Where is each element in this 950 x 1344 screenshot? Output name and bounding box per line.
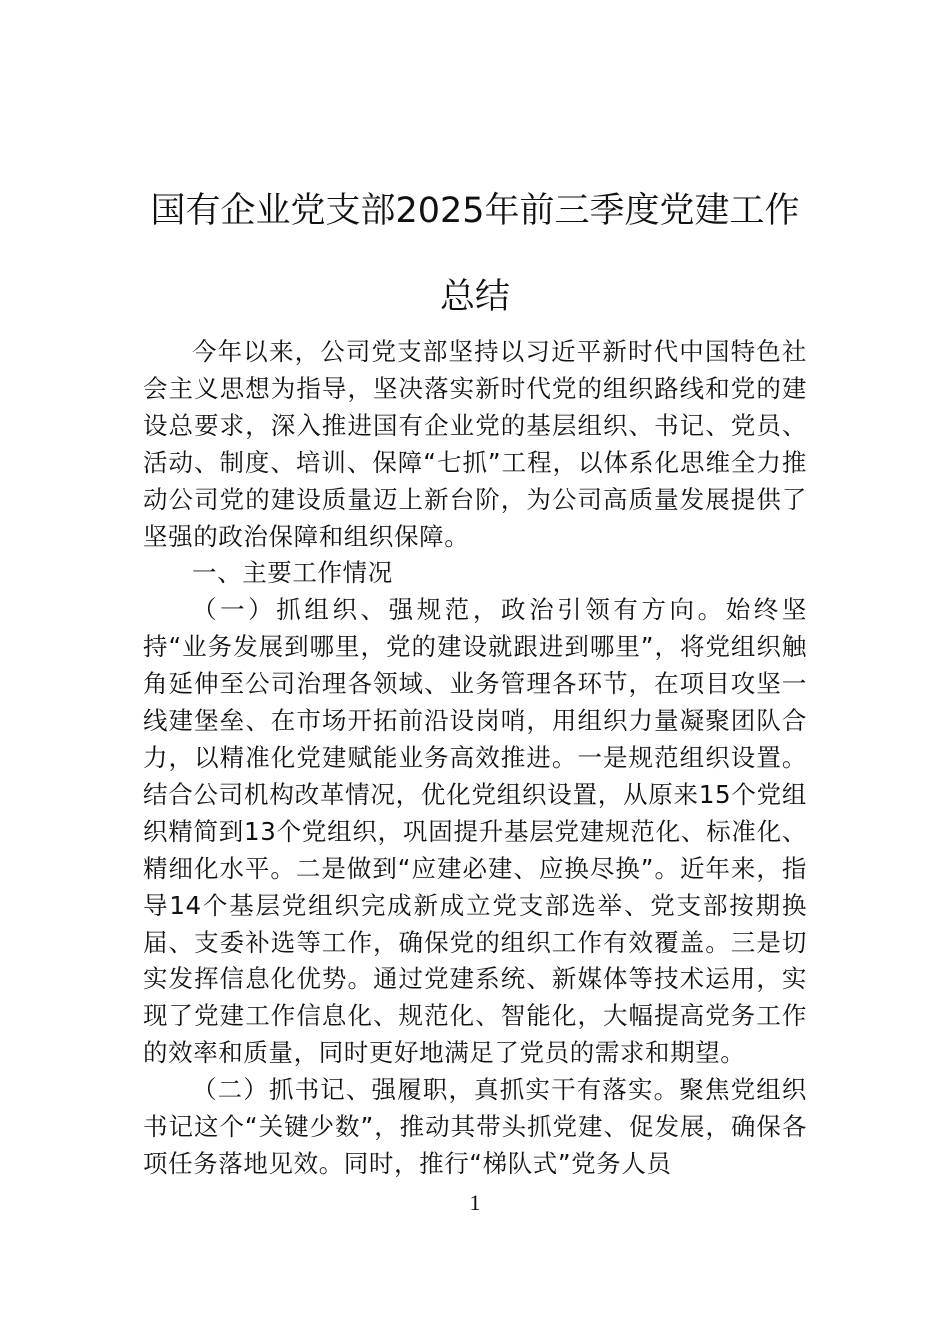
document-body bbox=[143, 334, 807, 1183]
section-1-paragraph: （一）抓组织、强规范，政治引领有方向。始终坚持“业务发展到哪里，党的建设就跟进到哪里”，将党组织触角延伸至公司治理各领域、业务管理各环节，在项目攻坚一线建堡垒、在市场开拓前沿设岗哨，用组织力量凝聚团队合力，以精准化党建赋能业务高效推进。一是规范组织设置。结合公司机构改革情况，优化党组织设置，从原来15个党组织精简到13个党组织，巩固提升基层党建规范化、标准化、精细化水平。二是做到“应建必建、应换尽换”。近年来，指导14个基层党组织完成新成立党支部选举、党支部按期换届、支委补选等工作，确保党的组织工作有效覆盖。三是切实发挥信息化优势。通过党建系统、新媒体等技术运用，实现了党建工作信息化、规范化、智能化，大幅提高党务工作的效率和质量，同时更好地满足了党员的需求和期望。 bbox=[143, 595, 807, 1068]
document-title: 国有企业党支部2025年前三季度党建工作总结 bbox=[150, 191, 800, 317]
section-heading: 一、主要工作情况 bbox=[192, 558, 393, 588]
intro-paragraph: 今年以来，公司党支部坚持以习近平新时代中国特色社会主义思想为指导，坚决落实新时代党的组织路线和党的建设总要求，深入推进国有企业党的基层组织、书记、党员、活动、制度、培训、保障“七抓”工程，以体系化思维全力推动公司党的建设质量迈上新台阶，为公司高质量发展提供了坚强的政治保障和组织保障。 bbox=[143, 337, 807, 551]
section-2-paragraph: （二）抓书记、强履职，真抓实干有落实。聚焦党组织书记这个“关键少数”，推动其带头抓党建、促发展，确保各项任务落地见效。同时，推行“梯队式”党务人员 bbox=[143, 1075, 807, 1178]
page-number: 1 bbox=[469, 1190, 481, 1215]
